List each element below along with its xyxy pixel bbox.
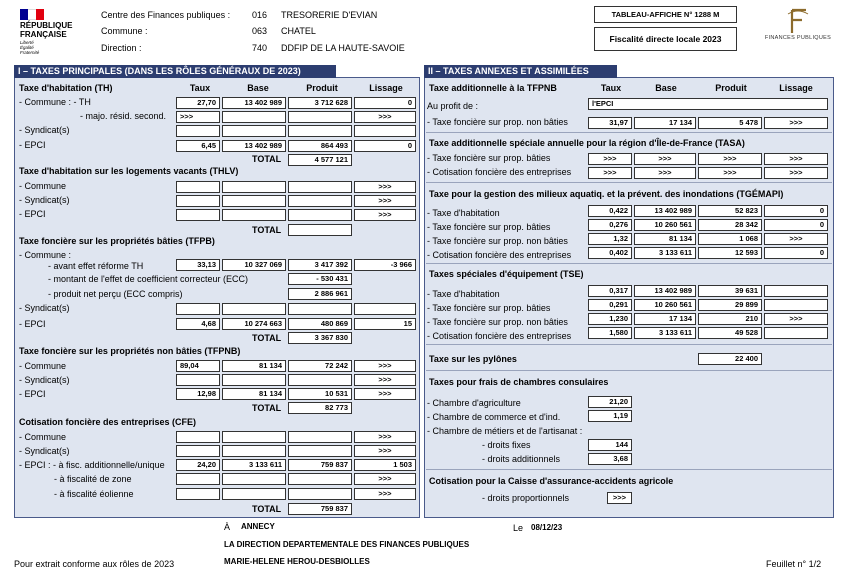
gemapi-r3-lissage: >>> — [764, 233, 828, 245]
gemapi-r1-taux: 0,422 — [588, 205, 632, 217]
divider — [426, 469, 832, 470]
consulaires-add-value: 3,68 — [588, 453, 632, 465]
tasa-row1-base: >>> — [634, 153, 696, 165]
cfe-zone-base — [222, 473, 286, 485]
tfpnb-add-profit-value: l'EPCI — [588, 98, 828, 110]
tfpnb-commune-base: 81 134 — [222, 360, 286, 372]
tfpb-epci-taux: 4,68 — [176, 318, 220, 330]
tfpnb-commune-label: - Commune — [19, 361, 67, 371]
thlv-epci-label: - EPCI — [19, 209, 46, 219]
cfe-eolienne-taux — [176, 488, 220, 500]
gemapi-r4-produit: 12 593 — [698, 247, 762, 259]
tse-r3-taux: 1,230 — [588, 313, 632, 325]
tfpb-syndicat-lissage — [354, 303, 416, 315]
tfpb-epci-lissage: 15 — [354, 318, 416, 330]
tfpb-commune-label: - Commune : — [19, 250, 72, 260]
tse-r2-lissage — [764, 299, 828, 311]
marianne-icon — [20, 9, 44, 20]
tse-r2-base: 10 260 561 — [634, 299, 696, 311]
thlv-epci-base — [222, 209, 286, 221]
thlv-syndicat-label: - Syndicat(s) — [19, 195, 70, 205]
th-commune-label: - Commune : - TH — [19, 97, 91, 107]
tfpnb-epci-produit: 10 531 — [288, 388, 352, 400]
tfpnb-title: Taxe foncière sur les propriétés non bâties (TFPNB) — [19, 346, 241, 356]
pylones-produit: 22 400 — [698, 353, 762, 365]
cfe-commune-label: - Commune — [19, 432, 67, 442]
logo-motto3: Fraternité — [20, 50, 40, 55]
th-epci-label: - EPCI — [19, 140, 46, 150]
divider — [426, 344, 832, 345]
tfpnb-add-lissage: >>> — [764, 117, 828, 129]
consulaires-fixes-label: - droits fixes — [482, 440, 531, 450]
gemapi-r2-taux: 0,276 — [588, 219, 632, 231]
gemapi-r4-label: - Cotisation foncière des entreprises — [427, 250, 572, 260]
footer-signatory: MARIE-HELENE HEROU-DESBIOLLES — [224, 557, 370, 566]
thlv-syndicat-base — [222, 195, 286, 207]
tfpnb-syndicat-label: - Syndicat(s) — [19, 375, 70, 385]
thlv-epci-produit — [288, 209, 352, 221]
tfpb-syndicat-taux — [176, 303, 220, 315]
fp-logo-text: FINANCES PUBLIQUES — [764, 35, 832, 41]
tfpnb-epci-base: 81 134 — [222, 388, 286, 400]
footer-feuillet: Feuillet n° 1/2 — [766, 559, 822, 569]
gemapi-r1-label: - Taxe d'habitation — [427, 208, 500, 218]
col-lissage-left: Lissage — [369, 83, 403, 93]
tfpb-syndicat-base — [222, 303, 286, 315]
cfe-syndicat-label: - Syndicat(s) — [19, 446, 70, 456]
gemapi-r4-lissage: 0 — [764, 247, 828, 259]
cfe-epci-base: 3 133 611 — [222, 459, 286, 471]
thlv-commune-base — [222, 181, 286, 193]
thlv-syndicat-lissage: >>> — [354, 195, 416, 207]
gemapi-r3-produit: 1 068 — [698, 233, 762, 245]
tfpb-epci-label: - EPCI — [19, 319, 46, 329]
caaa-title: Cotisation pour la Caisse d'assurance-accidents agricole — [429, 476, 674, 486]
tasa-row2-produit: >>> — [698, 167, 762, 179]
tasa-row1-label: - Taxe foncière sur prop. bâties — [427, 153, 551, 163]
footer-extrait: Pour extrait conforme aux rôles de 2023 — [14, 559, 175, 569]
tse-r2-produit: 29 899 — [698, 299, 762, 311]
tfpb-syndicat-label: - Syndicat(s) — [19, 303, 70, 313]
cfe-total-produit: 759 837 — [288, 503, 352, 515]
th-commune-lissage: 0 — [354, 97, 416, 109]
col-base-left: Base — [247, 83, 269, 93]
tse-r4-lissage — [764, 327, 828, 339]
consulaires-agri-value: 21,20 — [588, 396, 632, 408]
tfpnb-syndicat-produit — [288, 374, 352, 386]
cfe-commune-taux — [176, 431, 220, 443]
cfe-eolienne-lissage: >>> — [354, 488, 416, 500]
gemapi-r3-base: 81 134 — [634, 233, 696, 245]
th-majo-base — [222, 111, 286, 123]
tasa-row1-lissage: >>> — [764, 153, 828, 165]
tfpnb-syndicat-base — [222, 374, 286, 386]
gemapi-r1-produit: 52 823 — [698, 205, 762, 217]
tfpb-title: Taxe foncière sur les propriétés bâties (TFPB) — [19, 236, 215, 246]
tfpb-avant-taux: 33,13 — [176, 259, 220, 271]
footer-a-value: ANNECY — [241, 522, 275, 531]
consulaires-add-label: - droits additionnels — [482, 454, 561, 464]
thlv-commune-label: - Commune — [19, 181, 67, 191]
tfpb-avant-base: 10 327 069 — [222, 259, 286, 271]
thlv-title: Taxe d'habitation sur les logements vacants (THLV) — [19, 166, 239, 176]
divider — [426, 132, 832, 133]
footer-a-label: À — [224, 522, 231, 532]
divider — [426, 182, 832, 183]
commune-name: CHATEL — [281, 26, 316, 36]
tfpb-avant-produit: 3 417 392 — [288, 259, 352, 271]
finances-publiques-logo — [762, 6, 834, 46]
tasa-title: Taxe additionnelle spéciale annuelle pour la région d'Île-de-France (TASA) — [429, 138, 745, 148]
divider — [426, 370, 832, 371]
centre-name: TRESORERIE D'EVIAN — [281, 10, 378, 20]
republique-logo — [18, 8, 88, 56]
cfe-epci-label: - EPCI : - à fisc. additionnelle/unique — [19, 460, 165, 470]
tse-r1-label: - Taxe d'habitation — [427, 289, 500, 299]
th-majo-lissage: >>> — [354, 111, 416, 123]
tfpnb-add-base: 17 134 — [634, 117, 696, 129]
divider — [426, 263, 832, 264]
tasa-row2-taux: >>> — [588, 167, 632, 179]
tfpb-avant-label: - avant effet réforme TH — [48, 261, 144, 271]
tse-r4-produit: 49 528 — [698, 327, 762, 339]
gemapi-r1-base: 13 402 989 — [634, 205, 696, 217]
thlv-syndicat-produit — [288, 195, 352, 207]
gemapi-r3-taux: 1,32 — [588, 233, 632, 245]
gemapi-r2-lissage: 0 — [764, 219, 828, 231]
thlv-total-produit — [288, 224, 352, 236]
th-commune-taux: 27,70 — [176, 97, 220, 109]
th-epci-base: 13 402 989 — [222, 140, 286, 152]
th-majo-label: - majo. résid. second. — [80, 111, 167, 121]
col-taux-left: Taux — [189, 83, 211, 93]
tasa-row1-produit: >>> — [698, 153, 762, 165]
tse-r3-label: - Taxe foncière sur prop. non bâties — [427, 317, 568, 327]
gemapi-title: Taxe pour la gestion des milieux aquatiq. et la prévent. des inondations (TGÉMAPI) — [429, 189, 784, 199]
cfe-syndicat-base — [222, 445, 286, 457]
th-epci-taux: 6,45 — [176, 140, 220, 152]
th-syndicat-produit — [288, 125, 352, 137]
tfpnb-add-profit-label: Au profit de : — [427, 101, 479, 111]
tfpnb-add-taux: 31,97 — [588, 117, 632, 129]
tfpb-syndicat-produit — [288, 303, 352, 315]
tfpnb-epci-label: - EPCI — [19, 389, 46, 399]
col-taux-right: Taux — [600, 83, 622, 93]
cfe-commune-produit — [288, 431, 352, 443]
tse-r3-produit: 210 — [698, 313, 762, 325]
consulaires-title: Taxes pour frais de chambres consulaires — [429, 377, 609, 387]
tse-r1-taux: 0,317 — [588, 285, 632, 297]
tfpnb-add-produit: 5 478 — [698, 117, 762, 129]
taxes-annexes-title: II – TAXES ANNEXES ET ASSIMILÉES — [424, 65, 617, 78]
gemapi-r2-label: - Taxe foncière sur prop. bâties — [427, 222, 551, 232]
tse-title: Taxes spéciales d'équipement (TSE) — [429, 269, 584, 279]
tfpb-produit-net-produit: 2 886 961 — [288, 288, 352, 300]
consulaires-metiers-label: - Chambre de métiers et de l'artisanat : — [427, 426, 583, 436]
tasa-row2-lissage: >>> — [764, 167, 828, 179]
th-commune-produit: 3 712 628 — [288, 97, 352, 109]
tfpnb-add-row-label: - Taxe foncière sur prop. non bâties — [427, 117, 568, 127]
th-total-produit: 4 577 121 — [288, 154, 352, 166]
tse-r2-taux: 0,291 — [588, 299, 632, 311]
thlv-epci-lissage: >>> — [354, 209, 416, 221]
tfpb-produit-net-label: - produit net perçu (ECC compris) — [48, 289, 183, 299]
th-syndicat-base — [222, 125, 286, 137]
thlv-epci-taux — [176, 209, 220, 221]
consulaires-commerce-label: - Chambre de commerce et d'ind. — [427, 412, 561, 422]
cfe-syndicat-produit — [288, 445, 352, 457]
tasa-row2-label: - Cotisation foncière des entreprises — [427, 167, 572, 177]
th-commune-base: 13 402 989 — [222, 97, 286, 109]
thlv-commune-lissage: >>> — [354, 181, 416, 193]
tse-r1-produit: 39 631 — [698, 285, 762, 297]
direction-name: DDFIP DE LA HAUTE-SAVOIE — [281, 43, 405, 53]
tfpnb-add-title: Taxe additionnelle à la TFPNB — [429, 83, 557, 93]
footer-direction: LA DIRECTION DEPARTEMENTALE DES FINANCES PUBLIQUES — [224, 540, 470, 549]
tse-r1-base: 13 402 989 — [634, 285, 696, 297]
tfpb-epci-base: 10 274 663 — [222, 318, 286, 330]
pylones-title: Taxe sur les pylônes — [429, 354, 517, 364]
cfe-zone-lissage: >>> — [354, 473, 416, 485]
direction-code: 740 — [252, 43, 268, 53]
th-syndicat-taux — [176, 125, 220, 137]
th-epci-produit: 864 493 — [288, 140, 352, 152]
tse-r4-taux: 1,580 — [588, 327, 632, 339]
taxes-principales-title: I – TAXES PRINCIPALES (DANS LES RÔLES GÉNÉRAUX DE 2023) — [14, 65, 336, 78]
th-title: Taxe d'habitation (TH) — [19, 83, 113, 93]
consulaires-commerce-value: 1,19 — [588, 410, 632, 422]
gemapi-r2-base: 10 260 561 — [634, 219, 696, 231]
footer-le-label: Le — [513, 523, 524, 533]
tse-r4-base: 3 133 611 — [634, 327, 696, 339]
tfpnb-syndicat-lissage: >>> — [354, 374, 416, 386]
tse-r3-lissage: >>> — [764, 313, 828, 325]
cfe-zone-produit — [288, 473, 352, 485]
tfpnb-syndicat-taux — [176, 374, 220, 386]
logo-line2: FRANÇAISE — [20, 30, 67, 39]
gemapi-r2-produit: 28 342 — [698, 219, 762, 231]
tfpnb-commune-taux: 89,04 — [176, 360, 220, 372]
col-lissage-right: Lissage — [779, 83, 813, 93]
cfe-epci-taux: 24,20 — [176, 459, 220, 471]
tfpnb-total-label: TOTAL — [252, 403, 282, 413]
th-syndicat-lissage — [354, 125, 416, 137]
tasa-row1-taux: >>> — [588, 153, 632, 165]
cfe-epci-produit: 759 837 — [288, 459, 352, 471]
th-majo-taux: >>> — [176, 111, 220, 123]
tasa-row2-base: >>> — [634, 167, 696, 179]
consulaires-agri-label: - Chambre d'agriculture — [427, 398, 521, 408]
cfe-zone-label: - à fiscalité de zone — [54, 474, 132, 484]
th-total-label: TOTAL — [252, 154, 282, 164]
tfpb-epci-produit: 480 869 — [288, 318, 352, 330]
tfpnb-total-produit: 82 773 — [288, 402, 352, 414]
thlv-commune-taux — [176, 181, 220, 193]
logo-motto2: Égalité — [20, 45, 34, 50]
thlv-syndicat-taux — [176, 195, 220, 207]
fp-emblem-icon — [762, 6, 834, 36]
direction-label: Direction : — [101, 43, 142, 53]
thlv-total-label: TOTAL — [252, 225, 282, 235]
tse-r3-base: 17 134 — [634, 313, 696, 325]
tfpnb-commune-produit: 72 242 — [288, 360, 352, 372]
cfe-total-label: TOTAL — [252, 504, 282, 514]
gemapi-r1-lissage: 0 — [764, 205, 828, 217]
th-majo-produit — [288, 111, 352, 123]
cfe-syndicat-lissage: >>> — [354, 445, 416, 457]
logo-motto1: Liberté — [20, 40, 34, 45]
logo-line1: RÉPUBLIQUE — [20, 21, 73, 30]
tfpb-montant-label: - montant de l'effet de coefficient correcteur (ECC) — [48, 274, 248, 284]
tse-r4-label: - Cotisation foncière des entreprises — [427, 331, 572, 341]
tfpnb-epci-taux: 12,98 — [176, 388, 220, 400]
cfe-commune-lissage: >>> — [354, 431, 416, 443]
thlv-commune-produit — [288, 181, 352, 193]
caaa-row-label: - droits proportionnels — [482, 493, 570, 503]
tse-r1-lissage — [764, 285, 828, 297]
tse-r2-label: - Taxe foncière sur prop. bâties — [427, 303, 551, 313]
cfe-eolienne-label: - à fiscalité éolienne — [54, 489, 134, 499]
fiscalite-box: Fiscalité directe locale 2023 — [594, 27, 737, 51]
cfe-eolienne-base — [222, 488, 286, 500]
consulaires-fixes-value: 144 — [588, 439, 632, 451]
cfe-eolienne-produit — [288, 488, 352, 500]
tfpb-montant-produit: - 530 431 — [288, 273, 352, 285]
col-produit-right: Produit — [715, 83, 747, 93]
th-syndicat-label: - Syndicat(s) — [19, 125, 70, 135]
gemapi-r4-taux: 0,402 — [588, 247, 632, 259]
centre-label: Centre des Finances publiques : — [101, 10, 231, 20]
footer-le-value: 08/12/23 — [531, 523, 563, 532]
tfpnb-commune-lissage: >>> — [354, 360, 416, 372]
tfpb-total-label: TOTAL — [252, 333, 282, 343]
cfe-epci-lissage: 1 503 — [354, 459, 416, 471]
commune-label: Commune : — [101, 26, 148, 36]
col-produit-left: Produit — [306, 83, 338, 93]
cfe-zone-taux — [176, 473, 220, 485]
tfpb-total-produit: 3 367 830 — [288, 332, 352, 344]
tableau-affiche-box: TABLEAU-AFFICHE N° 1288 M — [594, 6, 737, 23]
gemapi-r3-label: - Taxe foncière sur prop. non bâties — [427, 236, 568, 246]
centre-code: 016 — [252, 10, 268, 20]
tfpnb-epci-lissage: >>> — [354, 388, 416, 400]
commune-code: 063 — [252, 26, 268, 36]
cfe-title: Cotisation foncière des entreprises (CFE) — [19, 417, 197, 427]
gemapi-r4-base: 3 133 611 — [634, 247, 696, 259]
col-base-right: Base — [655, 83, 677, 93]
th-epci-lissage: 0 — [354, 140, 416, 152]
cfe-syndicat-taux — [176, 445, 220, 457]
tfpb-avant-lissage: -3 966 — [354, 259, 416, 271]
caaa-row-value: >>> — [607, 492, 632, 504]
cfe-commune-base — [222, 431, 286, 443]
